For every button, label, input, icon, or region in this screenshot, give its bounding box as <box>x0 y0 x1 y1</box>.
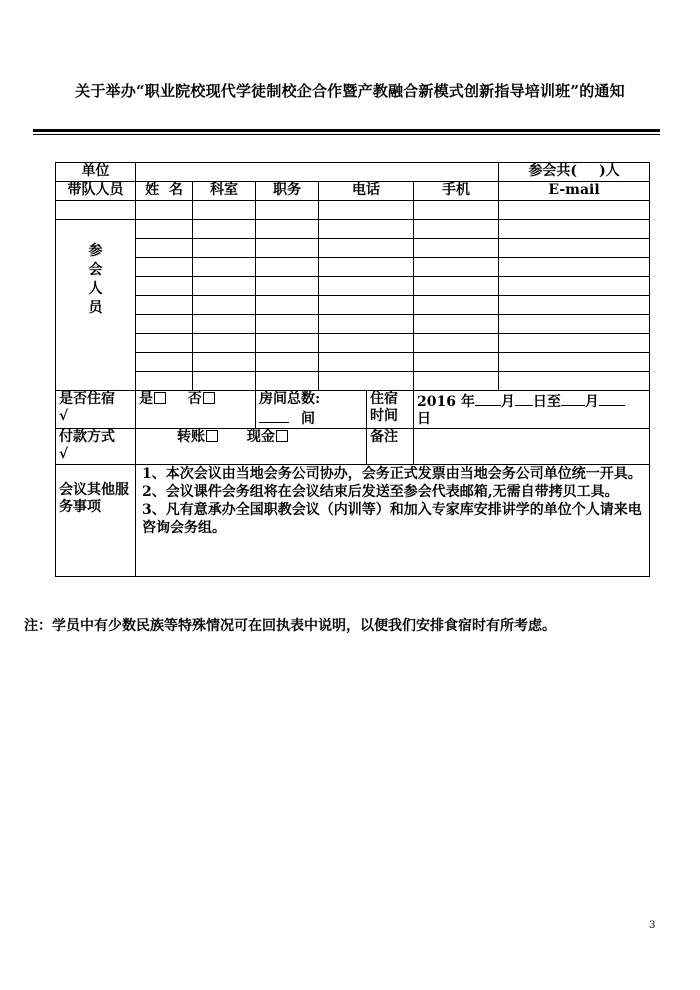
participant-name-cell[interactable] <box>136 334 193 353</box>
stay-year: 2016 年 <box>417 394 475 410</box>
participant-phone-cell[interactable] <box>319 258 414 277</box>
participant-name-cell[interactable] <box>136 372 193 391</box>
attendees-total-prefix: 参会共( <box>528 163 578 179</box>
leader-name-cell[interactable] <box>136 201 193 220</box>
lodging-options-cell <box>136 391 256 429</box>
participant-row <box>56 334 650 353</box>
stay-dates-cell[interactable] <box>414 391 650 429</box>
participant-email-cell[interactable] <box>499 315 650 334</box>
participants-label-char: 人 <box>88 281 103 297</box>
payment-options-cell <box>136 429 367 465</box>
stay-time-label-cell <box>367 391 414 429</box>
stay-day2-blank[interactable] <box>599 391 625 406</box>
leader-title-cell[interactable] <box>256 201 319 220</box>
participant-mobile-cell[interactable] <box>414 334 499 353</box>
participant-mobile-cell[interactable] <box>414 239 499 258</box>
participant-name-cell[interactable] <box>136 353 193 372</box>
participant-title-cell[interactable] <box>256 372 319 391</box>
participant-dept-cell[interactable] <box>193 296 256 315</box>
participant-phone-cell[interactable] <box>319 372 414 391</box>
remarks-label-cell <box>367 429 414 465</box>
lodging-row <box>56 391 650 429</box>
participant-phone-cell[interactable] <box>319 220 414 239</box>
lodging-label-cell <box>56 391 136 429</box>
participant-name-cell[interactable] <box>136 315 193 334</box>
participant-dept-cell[interactable] <box>193 239 256 258</box>
participant-name-cell[interactable] <box>136 296 193 315</box>
participants-label <box>56 220 136 391</box>
lodging-yes-checkbox[interactable] <box>154 392 166 404</box>
participant-mobile-cell[interactable] <box>414 353 499 372</box>
rooms-blank[interactable] <box>259 408 289 423</box>
participant-row <box>56 353 650 372</box>
participants-label-char: 会 <box>88 262 103 278</box>
leader-entry-row <box>56 201 650 220</box>
participant-title-cell[interactable] <box>256 296 319 315</box>
services-row <box>56 465 650 577</box>
stay-month1: 月 <box>500 394 515 410</box>
page-number: 3 <box>649 920 656 931</box>
participant-title-cell[interactable] <box>256 315 319 334</box>
rooms-unit: 间 <box>301 411 315 427</box>
stay-time-label: 住宿时间 <box>370 391 398 424</box>
participant-row <box>56 239 650 258</box>
participant-row <box>56 220 650 239</box>
participant-title-cell[interactable] <box>256 334 319 353</box>
participant-title-cell[interactable] <box>256 353 319 372</box>
unit-input-cell[interactable] <box>136 163 499 182</box>
payment-check-mark: √ <box>59 446 69 462</box>
service-note: 3、凡有意承办全国职教会议（内训等）和加入专家库安排讲学的单位个人请来电咨询会务组。 <box>142 502 642 536</box>
payment-label-cell <box>56 429 136 465</box>
stay-day2: 日 <box>417 411 431 427</box>
participant-mobile-cell[interactable] <box>414 296 499 315</box>
col-mobile-header: 手机 <box>414 182 499 201</box>
participant-name-cell[interactable] <box>136 258 193 277</box>
participant-row <box>56 372 650 391</box>
leader-phone-cell[interactable] <box>319 201 414 220</box>
cash-label: 现金 <box>246 429 275 445</box>
unit-row <box>56 163 650 182</box>
participant-dept-cell[interactable] <box>193 353 256 372</box>
services-notes-cell <box>136 465 650 577</box>
services-label-cell <box>56 465 136 577</box>
participant-email-cell[interactable] <box>499 277 650 296</box>
participant-email-cell[interactable] <box>499 353 650 372</box>
lodging-label: 是否住宿 <box>59 391 115 407</box>
participant-row <box>56 258 650 277</box>
rooms-cell[interactable] <box>256 391 367 429</box>
service-note: 2、会议课件会务组将在会议结束后发送至参会代表邮箱,无需自带拷贝工具。 <box>142 484 619 500</box>
transfer-label: 转账 <box>177 429 205 445</box>
participant-mobile-cell[interactable] <box>414 220 499 239</box>
stay-month1-blank[interactable] <box>475 391 501 406</box>
leader-entry-blank <box>56 201 136 220</box>
leader-mobile-cell[interactable] <box>414 201 499 220</box>
col-email-header: E-mail <box>499 182 650 201</box>
transfer-checkbox[interactable] <box>206 430 218 442</box>
remarks-input-cell[interactable] <box>414 429 650 465</box>
stay-day1: 日至 <box>532 394 561 410</box>
participant-phone-cell[interactable] <box>319 239 414 258</box>
attendees-total-suffix: )人 <box>599 163 620 179</box>
lodging-no-checkbox[interactable] <box>203 392 215 404</box>
participant-title-cell[interactable] <box>256 258 319 277</box>
leader-label: 带队人员 <box>56 182 136 201</box>
participant-email-cell[interactable] <box>499 258 650 277</box>
participant-dept-cell[interactable] <box>193 258 256 277</box>
leader-email-cell[interactable] <box>499 201 650 220</box>
stay-day1-blank[interactable] <box>515 391 533 406</box>
participant-row <box>56 315 650 334</box>
payment-row <box>56 429 650 465</box>
participant-row <box>56 277 650 296</box>
participant-email-cell[interactable] <box>499 372 650 391</box>
participant-dept-cell[interactable] <box>193 315 256 334</box>
participant-title-cell[interactable] <box>256 220 319 239</box>
participants-label-char: 参 <box>88 243 103 259</box>
unit-label: 单位 <box>56 163 136 182</box>
title-rule-thick <box>33 129 660 132</box>
lodging-no-label: 否 <box>187 391 202 407</box>
participant-row <box>56 296 650 315</box>
participant-email-cell[interactable] <box>499 220 650 239</box>
participant-dept-cell[interactable] <box>193 277 256 296</box>
participant-phone-cell[interactable] <box>319 296 414 315</box>
registration-form-table <box>55 162 650 577</box>
participant-phone-cell[interactable] <box>319 334 414 353</box>
document-title: 关于举办“职业院校现代学徒制校企合作暨产教融合新模式创新指导培训班”的通知 <box>75 82 625 100</box>
leader-dept-cell[interactable] <box>193 201 256 220</box>
footnote: 注：学员中有少数民族等特殊情况可在回执表中说明，以便我们安排食宿时有所考虑。 <box>24 618 556 634</box>
service-note: 1、本次会议由当地会务公司协办，会务正式发票由当地会务公司单位统一开具。 <box>142 466 642 482</box>
participant-dept-cell[interactable] <box>193 372 256 391</box>
col-name-header: 姓 名 <box>136 182 193 201</box>
leader-row <box>56 182 650 201</box>
rooms-label: 房间总数: <box>259 391 321 407</box>
participant-mobile-cell[interactable] <box>414 315 499 334</box>
participant-name-cell[interactable] <box>136 239 193 258</box>
participant-name-cell[interactable] <box>136 277 193 296</box>
participant-title-cell[interactable] <box>256 239 319 258</box>
participant-email-cell[interactable] <box>499 296 650 315</box>
participant-dept-cell[interactable] <box>193 334 256 353</box>
participant-title-cell[interactable] <box>256 277 319 296</box>
participant-email-cell[interactable] <box>499 334 650 353</box>
participant-phone-cell[interactable] <box>319 315 414 334</box>
stay-month2-blank[interactable] <box>561 391 585 406</box>
participant-email-cell[interactable] <box>499 239 650 258</box>
lodging-check-mark: √ <box>59 408 69 424</box>
participant-name-cell[interactable] <box>136 220 193 239</box>
stay-month2: 月 <box>584 394 599 410</box>
participant-phone-cell[interactable] <box>319 277 414 296</box>
participant-phone-cell[interactable] <box>319 353 414 372</box>
cash-checkbox[interactable] <box>276 430 288 442</box>
col-phone-header: 电话 <box>319 182 414 201</box>
participants-label-char: 员 <box>88 300 103 316</box>
participant-mobile-cell[interactable] <box>414 258 499 277</box>
attendees-total-cell[interactable] <box>499 163 650 182</box>
remarks-label: 备注 <box>370 429 398 445</box>
services-label: 会议其他服务事项 <box>59 482 129 515</box>
col-title-header: 职务 <box>256 182 319 201</box>
title-rule-thin <box>33 134 660 135</box>
lodging-yes-label: 是 <box>139 391 153 407</box>
participant-mobile-cell[interactable] <box>414 372 499 391</box>
payment-label: 付款方式 <box>59 429 115 445</box>
participant-mobile-cell[interactable] <box>414 277 499 296</box>
col-dept-header: 科室 <box>193 182 256 201</box>
participant-dept-cell[interactable] <box>193 220 256 239</box>
